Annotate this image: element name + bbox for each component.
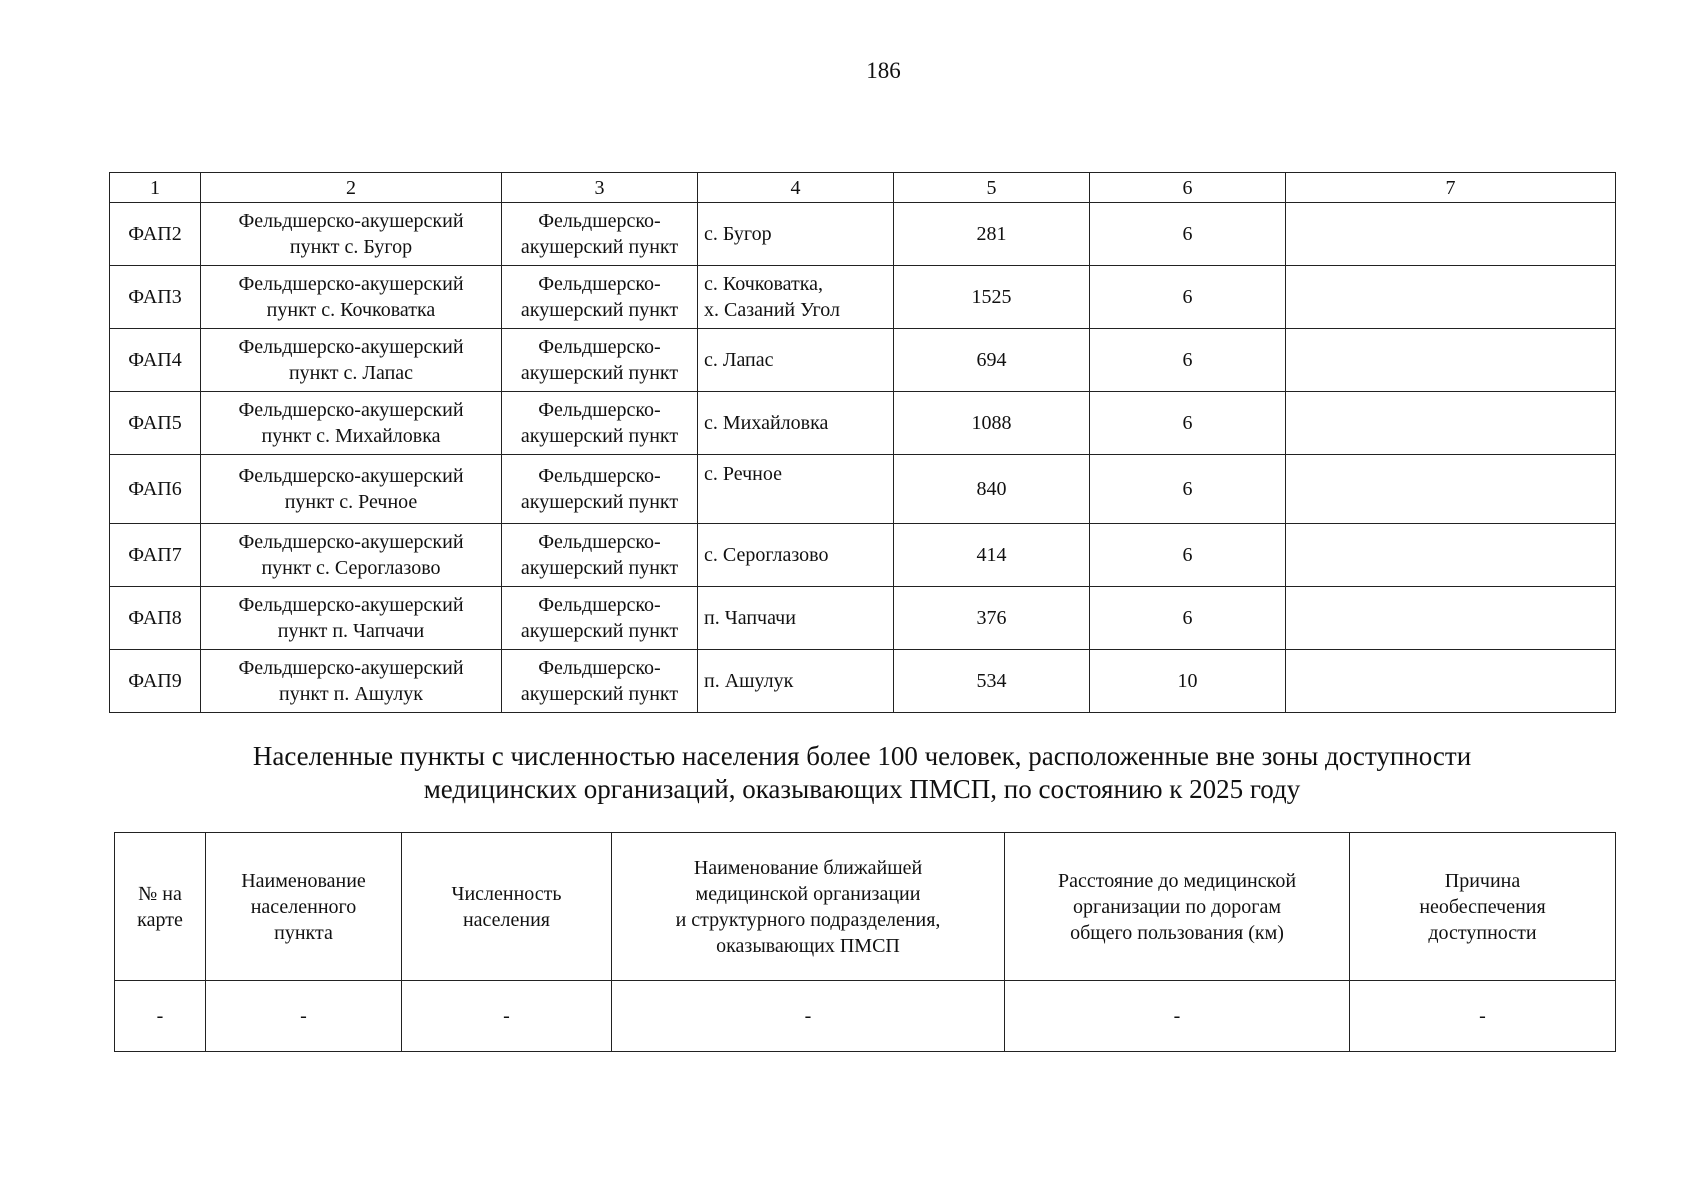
column-header-line: и структурного подразделения, — [675, 908, 941, 931]
column-header-line: Численность — [451, 882, 562, 905]
facility-name-cell — [201, 650, 502, 713]
distance-cell-line: 6 — [1182, 544, 1193, 566]
facility-type-cell — [502, 329, 698, 392]
facility-code-cell — [110, 524, 201, 587]
column-header-line: Причина — [1444, 869, 1521, 892]
page-number: 186 — [866, 58, 901, 83]
facility-name-cell — [201, 392, 502, 455]
population-cell-line: 534 — [976, 670, 1007, 692]
locality-cell — [698, 455, 894, 524]
distance-cell-line: 6 — [1182, 607, 1193, 629]
facility-name-cell — [201, 455, 502, 524]
column-header-line: необеспечения — [1419, 895, 1546, 918]
settlements-table — [114, 832, 1616, 1052]
locality-cell — [698, 392, 894, 455]
facility-type-cell-line: акушерский пункт — [520, 362, 679, 384]
facility-name-cell-line: Фельдшерско-акушерский — [238, 594, 464, 616]
column-header — [206, 833, 402, 981]
distance-cell — [1090, 650, 1286, 713]
facility-name-cell-line: пункт с. Кочковатка — [266, 299, 436, 321]
distance-cell-line: 6 — [1182, 223, 1193, 245]
column-header-line: населения — [462, 908, 551, 931]
distance-cell-line: 6 — [1182, 286, 1193, 308]
table-cell: - — [402, 981, 612, 1052]
distance-cell — [1090, 392, 1286, 455]
note-cell — [1286, 266, 1616, 329]
facility-type-cell — [502, 650, 698, 713]
facility-name-cell — [201, 587, 502, 650]
facility-name-cell-line: пункт с. Речное — [284, 491, 418, 513]
facility-type-cell — [502, 266, 698, 329]
facility-code-cell-line: ФАП9 — [128, 670, 182, 692]
column-number: 7 — [1286, 173, 1616, 203]
facility-name-cell-line: Фельдшерско-акушерский — [238, 657, 464, 679]
facility-type-cell — [502, 203, 698, 266]
locality-cell-line: п. Чапчачи — [704, 607, 796, 629]
column-header-line: Наименование — [241, 869, 366, 892]
population-cell — [894, 329, 1090, 392]
facility-type-cell-line: акушерский пункт — [520, 236, 679, 258]
locality-cell — [698, 329, 894, 392]
note-cell — [1286, 329, 1616, 392]
facility-code-cell-line: ФАП2 — [128, 223, 182, 245]
facility-name-cell-line: пункт с. Михайловка — [261, 425, 441, 447]
distance-cell — [1090, 266, 1286, 329]
table-cell: - — [115, 981, 206, 1052]
facility-code-cell-line: ФАП6 — [128, 478, 182, 500]
facility-code-cell-line: ФАП3 — [128, 286, 182, 308]
note-cell — [1286, 455, 1616, 524]
facility-type-cell-line: акушерский пункт — [520, 491, 679, 513]
facility-name-cell-line: пункт с. Сероглазово — [261, 557, 441, 579]
caption-line: Населенные пункты с численностью населения более 100 человек, расположенные вне зоны доступности — [252, 741, 1472, 771]
column-header-line: Наименование ближайшей — [693, 856, 923, 879]
column-header — [115, 833, 206, 981]
facility-name-cell-line: Фельдшерско-акушерский — [238, 399, 464, 421]
facility-name-cell-line: Фельдшерско-акушерский — [238, 531, 464, 553]
facility-code-cell-line: ФАП8 — [128, 607, 182, 629]
distance-cell-line: 6 — [1182, 412, 1193, 434]
facility-type-cell-line: Фельдшерско- — [538, 336, 661, 358]
facility-type-cell-line: акушерский пункт — [520, 683, 679, 705]
locality-cell — [698, 524, 894, 587]
table-cell: - — [206, 981, 402, 1052]
population-cell — [894, 203, 1090, 266]
population-cell — [894, 524, 1090, 587]
locality-cell-line: х. Сазаний Угол — [704, 299, 840, 321]
facility-code-cell — [110, 650, 201, 713]
column-header-line: № на — [138, 882, 182, 905]
distance-cell — [1090, 455, 1286, 524]
facility-code-cell-line: ФАП4 — [128, 349, 182, 371]
note-cell — [1286, 203, 1616, 266]
locality-cell — [698, 587, 894, 650]
table-header-row — [115, 833, 1616, 981]
table-row — [115, 981, 1616, 1052]
note-cell — [1286, 524, 1616, 587]
facility-name-cell-line: пункт с. Лапас — [288, 362, 414, 384]
column-header-line: доступности — [1428, 921, 1537, 944]
column-number: 4 — [698, 173, 894, 203]
table-row — [110, 203, 1616, 266]
column-header-line: Расстояние до медицинской — [1057, 869, 1297, 892]
column-header-line: общего пользования (км) — [1070, 921, 1284, 944]
population-cell — [894, 650, 1090, 713]
column-header — [402, 833, 612, 981]
facility-code-cell — [110, 203, 201, 266]
table-row — [110, 392, 1616, 455]
facility-name-cell-line: Фельдшерско-акушерский — [238, 465, 464, 487]
facility-code-cell — [110, 329, 201, 392]
facility-name-cell-line: Фельдшерско-акушерский — [238, 336, 464, 358]
facility-name-cell-line: пункт п. Чапчачи — [277, 620, 425, 642]
population-cell-line: 694 — [976, 349, 1007, 371]
section-caption — [109, 740, 1615, 806]
facilities-table — [109, 172, 1616, 713]
locality-cell-line: с. Михайловка — [704, 412, 829, 434]
note-cell — [1286, 392, 1616, 455]
facility-name-cell-line: Фельдшерско-акушерский — [238, 273, 464, 295]
facility-name-cell-line: Фельдшерско-акушерский — [238, 210, 464, 232]
table-row — [110, 650, 1616, 713]
locality-cell — [698, 650, 894, 713]
column-header — [612, 833, 1005, 981]
facility-name-cell-line: пункт п. Ашулук — [279, 683, 423, 705]
facility-type-cell-line: акушерский пункт — [520, 620, 679, 642]
column-header-line: карте — [137, 908, 183, 931]
note-cell — [1286, 650, 1616, 713]
facility-code-cell — [110, 587, 201, 650]
facility-name-cell — [201, 203, 502, 266]
distance-cell-line: 6 — [1182, 349, 1193, 371]
population-cell — [894, 392, 1090, 455]
table-header-row — [110, 173, 1616, 203]
distance-cell — [1090, 203, 1286, 266]
facility-type-cell-line: Фельдшерско- — [538, 657, 661, 679]
facility-type-cell-line: акушерский пункт — [520, 557, 679, 579]
facility-type-cell — [502, 587, 698, 650]
facility-type-cell — [502, 392, 698, 455]
facility-type-cell — [502, 524, 698, 587]
facility-type-cell-line: Фельдшерско- — [538, 465, 661, 487]
caption-line: медицинских организаций, оказывающих ПМСП, по состоянию к 2025 году — [423, 774, 1301, 804]
distance-cell — [1090, 524, 1286, 587]
table-cell: - — [1350, 981, 1616, 1052]
facility-name-cell-line: пункт с. Бугор — [289, 236, 413, 258]
population-cell — [894, 266, 1090, 329]
column-header — [1005, 833, 1350, 981]
population-cell-line: 376 — [976, 607, 1007, 629]
column-header-line: медицинской организации — [695, 882, 921, 905]
column-header-line: организации по дорогам — [1073, 895, 1281, 918]
facility-type-cell-line: Фельдшерско- — [538, 531, 661, 553]
column-number: 3 — [502, 173, 698, 203]
facility-code-cell — [110, 266, 201, 329]
column-number: 5 — [894, 173, 1090, 203]
facility-code-cell — [110, 455, 201, 524]
column-header — [1350, 833, 1616, 981]
distance-cell — [1090, 329, 1286, 392]
locality-cell-line: с. Кочковатка, — [704, 273, 824, 295]
table-row — [110, 587, 1616, 650]
facility-type-cell — [502, 455, 698, 524]
locality-cell-line: с. Речное — [704, 463, 782, 485]
facility-code-cell-line: ФАП5 — [128, 412, 182, 434]
population-cell-line: 840 — [976, 478, 1007, 500]
facility-code-cell-line: ФАП7 — [128, 544, 182, 566]
population-cell — [894, 455, 1090, 524]
locality-cell-line: с. Бугор — [704, 223, 772, 245]
column-number: 6 — [1090, 173, 1286, 203]
facility-name-cell — [201, 524, 502, 587]
column-header-line: оказывающих ПМСП — [716, 934, 900, 957]
facility-type-cell-line: Фельдшерско- — [538, 594, 661, 616]
facility-code-cell — [110, 392, 201, 455]
population-cell-line: 1088 — [971, 412, 1012, 434]
population-cell — [894, 587, 1090, 650]
distance-cell-line: 6 — [1182, 478, 1193, 500]
column-header-line: населенного — [250, 895, 357, 918]
column-number: 2 — [201, 173, 502, 203]
facility-type-cell-line: акушерский пункт — [520, 425, 679, 447]
population-cell-line: 414 — [976, 544, 1007, 566]
facility-type-cell-line: Фельдшерско- — [538, 210, 661, 232]
note-cell — [1286, 587, 1616, 650]
distance-cell-line: 10 — [1177, 670, 1198, 692]
population-cell-line: 281 — [976, 223, 1007, 245]
facility-type-cell-line: Фельдшерско- — [538, 273, 661, 295]
table-row — [110, 329, 1616, 392]
locality-cell-line: с. Сероглазово — [704, 544, 829, 566]
locality-cell-line: с. Лапас — [704, 349, 774, 371]
facility-name-cell — [201, 329, 502, 392]
facility-type-cell-line: акушерский пункт — [520, 299, 679, 321]
facility-type-cell-line: Фельдшерско- — [538, 399, 661, 421]
locality-cell — [698, 203, 894, 266]
locality-cell — [698, 266, 894, 329]
table-cell: - — [612, 981, 1005, 1052]
table-row — [110, 266, 1616, 329]
table-row — [110, 524, 1616, 587]
table-cell: - — [1005, 981, 1350, 1052]
distance-cell — [1090, 587, 1286, 650]
table-row — [110, 455, 1616, 524]
column-header-line: пункта — [274, 921, 333, 944]
population-cell-line: 1525 — [971, 286, 1012, 308]
facility-name-cell — [201, 266, 502, 329]
column-number: 1 — [110, 173, 201, 203]
locality-cell-line: п. Ашулук — [704, 670, 794, 692]
